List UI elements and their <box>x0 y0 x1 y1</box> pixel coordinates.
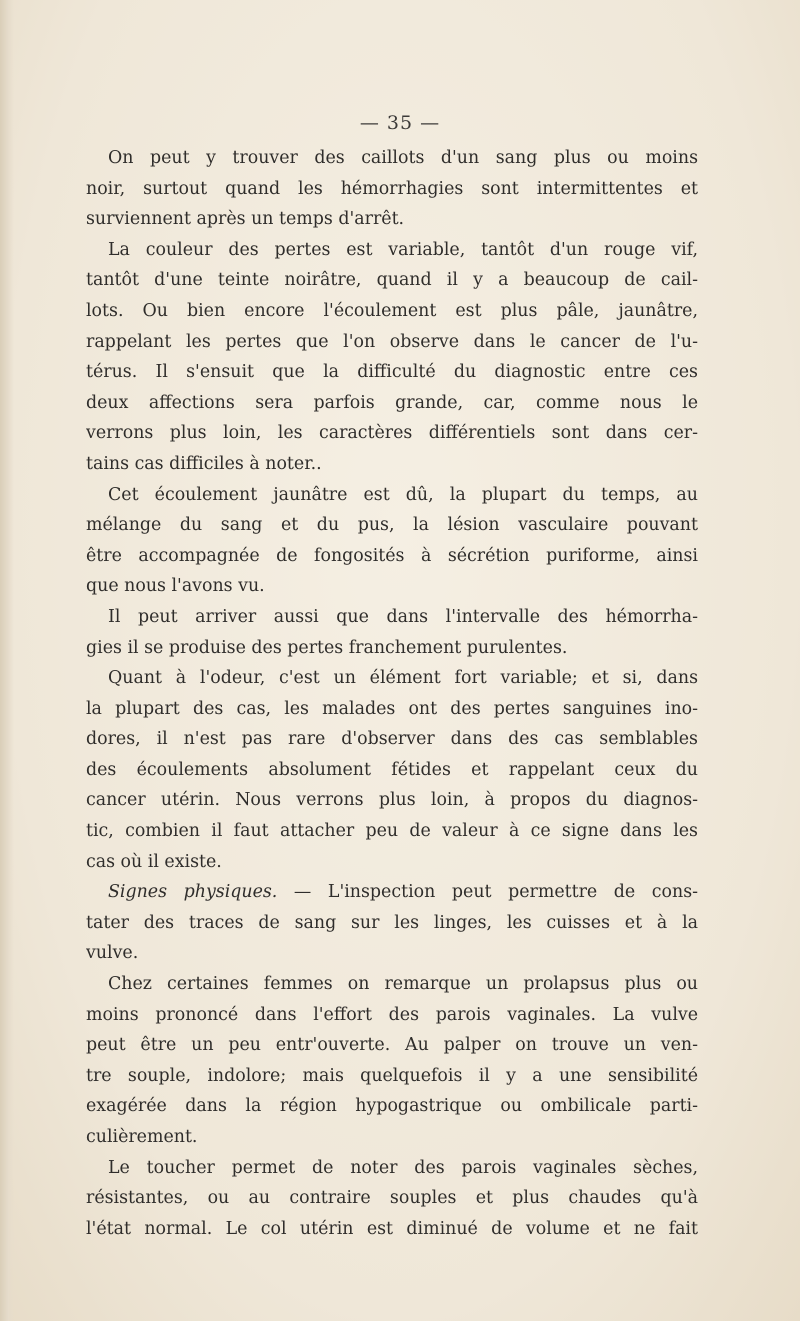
text-line <box>86 1000 698 1031</box>
text-line <box>86 357 698 388</box>
text-line <box>86 938 698 969</box>
text-line <box>86 449 698 480</box>
page-number: — 35 — <box>359 112 441 134</box>
text-line-content: l'état normal. Le col utérin est diminué de volume et ne fait <box>86 1218 698 1239</box>
text-line <box>86 388 698 419</box>
text-line <box>86 602 698 633</box>
text-line <box>86 847 698 878</box>
text-line <box>86 1183 698 1214</box>
text-line <box>86 1122 698 1153</box>
text-line-content: peut être un peu entr'ouverte. Au palper on trouve un ven- <box>86 1035 698 1056</box>
text-line <box>86 724 698 755</box>
text-line-content: noir, surtout quand les hémorrhagies sont intermittentes et <box>86 178 698 199</box>
text-line <box>86 969 698 1000</box>
text-line <box>86 633 698 664</box>
text-line-content: mélange du sang et du pus, la lésion vasculaire pouvant <box>86 515 698 536</box>
text-line <box>86 143 698 174</box>
text-line-content: — L'inspection peut permettre de cons- <box>277 882 698 903</box>
text-line-content: cancer utérin. Nous verrons plus loin, à propos du diagnos- <box>86 790 698 811</box>
text-line-content: Cet écoulement jaunâtre est dû, la plupart du temps, au <box>108 484 698 505</box>
text-line-content: tre souple, indolore; mais quelquefois il y a une sensibilité <box>86 1065 698 1086</box>
text-line <box>86 755 698 786</box>
text-line <box>86 877 698 908</box>
text-line-content: résistantes, ou au contraire souples et plus chaudes qu'à <box>86 1188 698 1209</box>
text-line-content: surviennent après un temps d'arrêt. <box>86 209 405 230</box>
text-line <box>86 418 698 449</box>
text-line <box>86 265 698 296</box>
text-line-content: Il peut arriver aussi que dans l'intervalle des hémorrha- <box>108 606 698 627</box>
body-text <box>86 143 698 1244</box>
text-line <box>86 541 698 572</box>
text-line-content: tic, combien il faut attacher peu de valeur à ce signe dans les <box>86 821 698 842</box>
text-line-content: vulve. <box>86 943 139 964</box>
text-line-content: deux affections sera parfois grande, car, comme nous le <box>86 392 698 413</box>
text-line <box>86 663 698 694</box>
text-line-content: dores, il n'est pas rare d'observer dans des cas semblables <box>86 729 698 750</box>
text-line-content: verrons plus loin, les caractères différentiels sont dans cer- <box>86 423 698 444</box>
text-line-content: culièrement. <box>86 1127 198 1147</box>
text-line <box>86 235 698 266</box>
text-line-content: On peut y trouver des caillots d'un sang plus ou moins <box>108 148 698 168</box>
text-line <box>86 480 698 511</box>
text-line-content: que nous l'avons vu. <box>86 576 265 597</box>
text-line-content: cas où il existe. <box>86 851 222 872</box>
text-line-content: lots. Ou bien encore l'écoulement est plus pâle, jaunâtre, <box>86 300 698 321</box>
text-line <box>86 204 698 235</box>
text-line <box>86 174 698 205</box>
text-line-content: des écoulements absolument fétides et rappelant ceux du <box>86 759 698 780</box>
text-line-content: Quant à l'odeur, c'est un élément fort variable; et si, dans <box>108 668 698 689</box>
text-line-content: tater des traces de sang sur les linges, les cuisses et à la <box>86 912 698 933</box>
page-binding-edge <box>0 0 14 1321</box>
text-line-content: gies il se produise des pertes franchement purulentes. <box>86 637 568 658</box>
section-heading: Signes physiques. <box>108 882 278 903</box>
text-line <box>86 1214 698 1245</box>
text-line-content: exagérée dans la région hypogastrique ou ombilicale parti- <box>86 1096 698 1117</box>
text-line <box>86 1030 698 1061</box>
text-line <box>86 327 698 358</box>
text-line <box>86 1061 698 1092</box>
text-line-content: être accompagnée de fongosités à sécrétion puriforme, ainsi <box>86 545 698 566</box>
text-line <box>86 816 698 847</box>
text-line <box>86 296 698 327</box>
text-line <box>86 571 698 602</box>
text-line <box>86 694 698 725</box>
text-line-content: Le toucher permet de noter des parois vaginales sèches, <box>108 1157 698 1178</box>
text-line <box>86 908 698 939</box>
text-line-content: tantôt d'une teinte noirâtre, quand il y a beaucoup de cail- <box>86 270 698 291</box>
text-line <box>86 1091 698 1122</box>
text-line-content: rappelant les pertes que l'on observe dans le cancer de l'u- <box>86 331 698 352</box>
text-line <box>86 1153 698 1184</box>
text-line-content: La couleur des pertes est variable, tantôt d'un rouge vif, <box>108 239 698 260</box>
text-line-content: tains cas difficiles à noter.. <box>86 453 322 474</box>
text-line-content: Chez certaines femmes on remarque un prolapsus plus ou <box>108 974 698 995</box>
text-line <box>86 785 698 816</box>
text-line-content: moins prononcé dans l'effort des parois vaginales. La vulve <box>86 1004 698 1025</box>
text-line-content: la plupart des cas, les malades ont des pertes sanguines ino- <box>86 698 698 719</box>
text-line-content: térus. Il s'ensuit que la difficulté du diagnostic entre ces <box>86 362 698 383</box>
text-line <box>86 510 698 541</box>
